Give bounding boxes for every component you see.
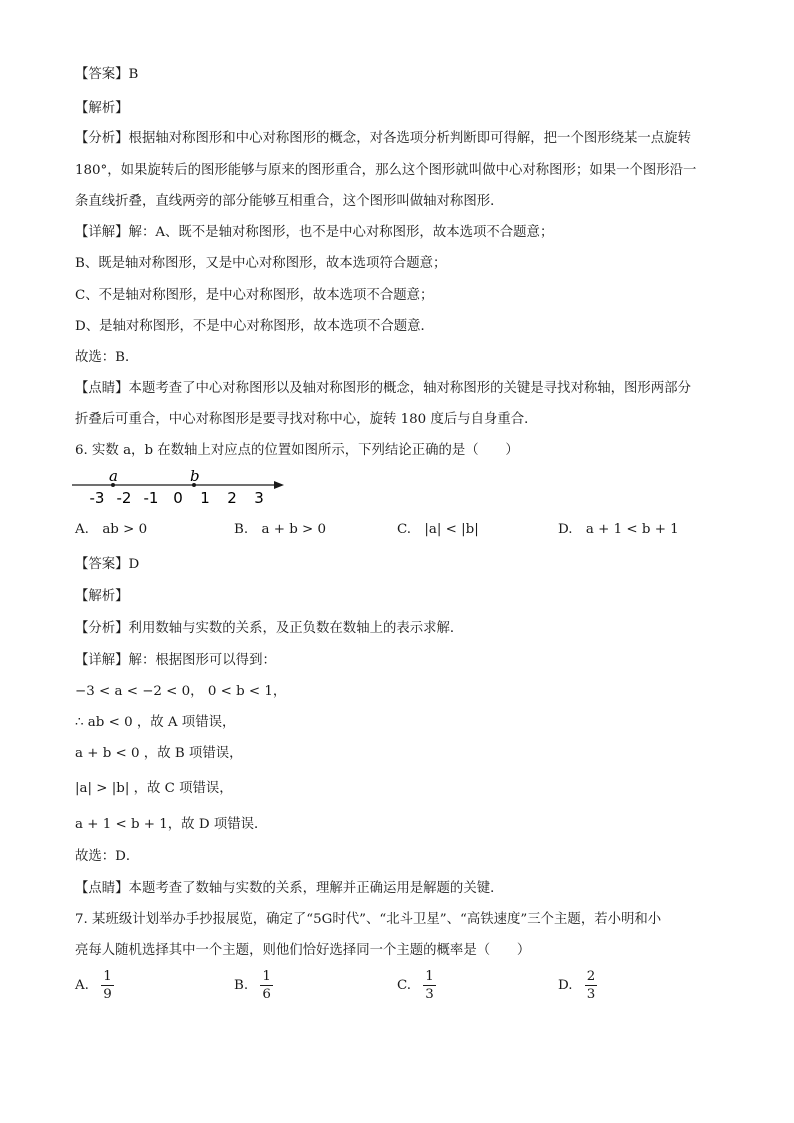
q6-choose: 故选：D． xyxy=(75,849,140,864)
q6-option-d: D. a + 1 < b + 1 xyxy=(558,522,679,537)
q5-analysis-line-2: 180°，如果旋转后的图形能够与原来的图形重合，那么这个图形就叫做中心对称图形；如果一个图形沿一 xyxy=(75,163,697,178)
q6-detail-line-1: 【详解】解：根据图形可以得到： xyxy=(75,653,276,668)
q7-option-d-label: D. xyxy=(558,978,573,993)
q6-option-a: A. ab > 0 xyxy=(75,522,148,537)
q5-comment-line-2: 折叠后可重合，中心对称图形是要寻找对称中心，旋转 180 度后与自身重合． xyxy=(75,412,538,427)
tick-label: 0 xyxy=(173,489,183,507)
tick-label: -2 xyxy=(116,489,132,507)
number-line-figure xyxy=(70,468,300,508)
q5-choose: 故选：B． xyxy=(75,350,139,365)
q7-option-b-numerator: 1 xyxy=(262,969,271,984)
q5-comment-line-1: 【点睛】本题考查了中心对称图形以及轴对称图形的概念，轴对称图形的关键是寻找对称轴，图形两部分 xyxy=(75,381,691,396)
q7-option-c xyxy=(397,968,436,1003)
q5-detail-line-3: C、不是轴对称图形，是中心对称图形，故本选项不合题意； xyxy=(75,288,434,303)
tick-label: 2 xyxy=(227,489,237,507)
q7-option-c-denominator: 3 xyxy=(425,987,434,1002)
q6-detail-line-5: |a| > |b| ，故 C 项错误， xyxy=(75,781,233,796)
q7-option-c-label: C. xyxy=(397,978,412,993)
q5-detail-line-2: B、既是轴对称图形，又是中心对称图形，故本选项符合题意； xyxy=(75,256,447,271)
q6-option-b: B. a + b > 0 xyxy=(234,522,327,537)
q6-analysis: 【分析】利用数轴与实数的关系，及正负数在数轴上的表示求解． xyxy=(75,621,464,636)
q5-detail-line-4: D、是轴对称图形，不是中心对称图形，故本选项不合题意． xyxy=(75,319,434,334)
q7-stem-line-2: 亮每人随机选择其中一个主题，则他们恰好选择同一个主题的概率是（ ） xyxy=(75,943,531,958)
q7-option-c-fraction xyxy=(423,968,436,1003)
q6-answer: 【答案】D xyxy=(75,557,140,572)
q6-detail-line-4: a + b < 0 ，故 B 项错误， xyxy=(75,746,243,761)
q6-jiexi-heading: 【解析】 xyxy=(75,589,129,604)
q6-stem: 6. 实数 a，b 在数轴上对应点的位置如图所示，下列结论正确的是（ ） xyxy=(75,443,519,458)
q5-detail-line-1: 【详解】解：A、既不是轴对称图形，也不是中心对称图形，故本选项不合题意； xyxy=(75,225,554,240)
q7-option-a xyxy=(75,968,114,1003)
number-line-arrow-icon xyxy=(274,481,284,489)
q6-detail-line-3: ∴ ab < 0 ，故 A 项错误， xyxy=(75,715,236,730)
q7-option-a-numerator: 1 xyxy=(103,969,112,984)
q5-jiexi-heading: 【解析】 xyxy=(75,101,129,116)
q7-stem-line-1: 7. 某班级计划举办手抄报展览，确定了“5G时代”、“北斗卫星”、“高铁速度”三个主题，若小明和小 xyxy=(75,912,662,927)
q7-option-a-denominator: 9 xyxy=(103,987,112,1002)
q6-option-c: C. |a| < |b| xyxy=(397,522,479,537)
tick-label: 1 xyxy=(200,489,210,507)
q7-option-b-fraction xyxy=(260,968,273,1003)
q7-option-a-label: A. xyxy=(75,978,89,993)
q6-detail-line-2: −3 < a < −2 < 0， 0 < b < 1， xyxy=(75,684,287,699)
q7-option-c-numerator: 1 xyxy=(425,969,434,984)
point-b-label: b xyxy=(190,468,200,485)
q6-comment: 【点睛】本题考查了数轴与实数的关系，理解并正确运用是解题的关键． xyxy=(75,881,504,896)
tick-label: -3 xyxy=(89,489,105,507)
point-a-label: a xyxy=(109,468,118,485)
q7-option-b xyxy=(234,968,273,1003)
tick-label: 3 xyxy=(254,489,264,507)
q5-analysis-line-3: 条直线折叠，直线两旁的部分能够互相重合，这个图形叫做轴对称图形． xyxy=(75,194,504,209)
q7-option-a-fraction xyxy=(101,968,114,1003)
q7-option-d-numerator: 2 xyxy=(586,969,596,984)
q7-option-d-fraction xyxy=(585,968,598,1003)
q6-detail-line-6: a + 1 < b + 1，故 D 项错误． xyxy=(75,817,268,832)
q5-answer: 【答案】B xyxy=(75,67,139,82)
q7-option-d-denominator: 3 xyxy=(586,987,596,1002)
q5-analysis-line-1: 【分析】根据轴对称图形和中心对称图形的概念，对各选项分析判断即可得解，把一个图形绕某一点旋转 xyxy=(75,131,691,146)
q7-option-d xyxy=(558,968,597,1003)
tick-label: -1 xyxy=(143,489,159,507)
q7-option-b-denominator: 6 xyxy=(262,987,271,1002)
q7-option-b-label: B. xyxy=(234,978,249,993)
